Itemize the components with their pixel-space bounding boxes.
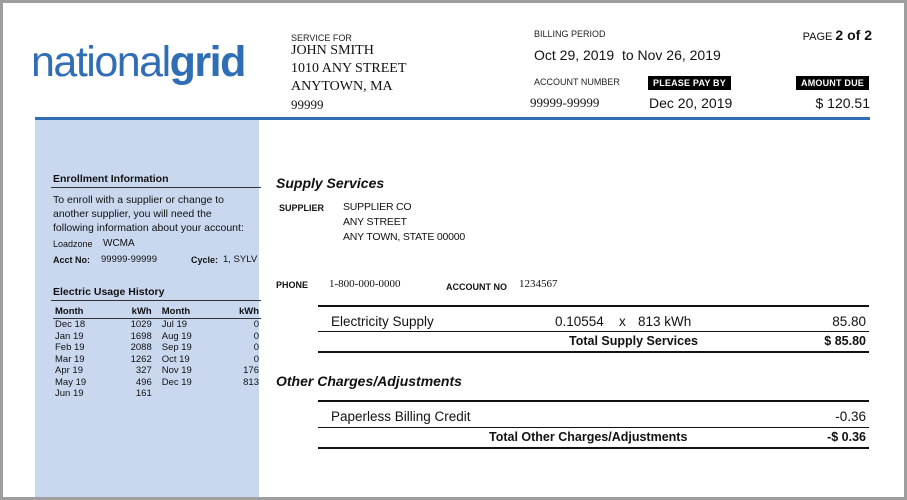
other-mid-rule xyxy=(318,427,869,428)
col-kwh-right: kWh xyxy=(221,305,261,319)
supply-mid-rule xyxy=(318,331,869,332)
kwh-cell: 813 xyxy=(243,376,259,388)
page-value: 2 of 2 xyxy=(835,27,872,43)
electricity-supply-rate: 0.10554 xyxy=(555,314,604,329)
service-for-label: SERVICE FOR xyxy=(291,33,352,43)
month-cell: May 19 xyxy=(55,376,87,388)
loadzone-label: Loadzone xyxy=(53,239,93,249)
kwh-cell: 0 xyxy=(253,342,259,353)
kwh-cell: 161 xyxy=(135,388,152,399)
total-other-label: Total Other Charges/Adjustments xyxy=(489,430,688,444)
supply-bottom-rule xyxy=(318,351,869,353)
kwh-cell: 2088 xyxy=(130,342,152,353)
customer-zip: 99999 xyxy=(291,97,324,112)
electricity-supply-label: Electricity Supply xyxy=(331,314,434,329)
account-number-value: 99999-99999 xyxy=(530,95,600,110)
pay-by-label: PLEASE PAY BY xyxy=(648,76,731,90)
electricity-supply-usage: 813 kWh xyxy=(638,314,692,329)
page-label: PAGE xyxy=(802,31,833,43)
month-cell xyxy=(154,388,221,400)
kwh-cell: 0 xyxy=(253,319,259,330)
page-indicator xyxy=(803,27,872,43)
supplier-street: ANY STREET xyxy=(343,216,407,228)
total-other-value: -$ 0.36 xyxy=(827,430,866,444)
total-supply-value: $ 85.80 xyxy=(824,334,866,348)
total-supply-label: Total Supply Services xyxy=(569,334,698,348)
usage-rule xyxy=(51,300,261,301)
amount-due-value: $ 120.51 xyxy=(815,95,870,111)
table-row xyxy=(53,365,261,377)
usage-header-row xyxy=(53,305,261,319)
electricity-supply-multiply: x xyxy=(619,314,626,329)
customer-city: ANYTOWN, MA xyxy=(291,79,393,94)
supplier-name: SUPPLIER CO xyxy=(343,201,412,213)
kwh-cell: 0 xyxy=(253,330,259,342)
supply-top-rule xyxy=(318,305,869,307)
enrollment-rule xyxy=(51,187,261,188)
month-cell: Mar 19 xyxy=(55,353,85,365)
national-grid-logo xyxy=(31,38,245,86)
acct-no-value: 99999-99999 xyxy=(101,254,157,265)
paperless-credit-label: Paperless Billing Credit xyxy=(331,409,471,424)
enrollment-text-3: following information about your account: xyxy=(53,222,244,234)
enrollment-heading: Enrollment Information xyxy=(53,173,169,185)
month-cell: Nov 19 xyxy=(161,365,192,376)
enrollment-text-1: To enroll with a supplier or change to xyxy=(53,194,225,206)
month-cell: Dec 19 xyxy=(161,376,192,388)
table-row xyxy=(53,377,261,389)
col-month-right: Month xyxy=(154,305,221,319)
kwh-cell: 1262 xyxy=(130,353,152,365)
month-cell: Jul 19 xyxy=(161,319,188,330)
billing-period-value: Oct 29, 2019 to Nov 26, 2019 xyxy=(534,47,721,63)
col-kwh-left: kWh xyxy=(112,305,154,319)
kwh-cell: 1698 xyxy=(130,330,152,342)
cycle-value: 1, SYLV xyxy=(223,254,258,265)
enrollment-sidebar xyxy=(35,120,259,500)
electricity-supply-amount: 85.80 xyxy=(832,314,866,329)
table-row xyxy=(53,319,261,331)
kwh-cell: 496 xyxy=(135,376,152,388)
supplier-city: ANY TOWN, STATE 00000 xyxy=(343,231,466,243)
pay-by-value: Dec 20, 2019 xyxy=(649,95,733,111)
month-cell: Jun 19 xyxy=(55,388,84,399)
month-cell: Feb 19 xyxy=(55,342,85,353)
supplier-label: SUPPLIER xyxy=(279,203,325,213)
account-number-label: ACCOUNT NUMBER xyxy=(534,77,620,87)
month-cell: Jan 19 xyxy=(55,330,84,342)
kwh-cell: 176 xyxy=(243,365,259,376)
month-cell: Apr 19 xyxy=(55,365,83,376)
table-row xyxy=(53,354,261,366)
month-cell: Oct 19 xyxy=(161,353,190,365)
table-row xyxy=(53,388,261,400)
customer-name: JOHN SMITH xyxy=(291,43,374,58)
loadzone-value: WCMA xyxy=(103,238,135,249)
usage-heading: Electric Usage History xyxy=(53,286,165,298)
phone-value: 1-800-000-0000 xyxy=(329,278,401,290)
cycle-label: Cycle: xyxy=(191,255,219,265)
other-top-rule xyxy=(318,400,869,402)
kwh-cell: 0 xyxy=(253,353,259,365)
billing-period-label: BILLING PERIOD xyxy=(534,29,606,39)
month-cell: Sep 19 xyxy=(161,342,192,353)
supplier-account-label: ACCOUNT NO xyxy=(446,282,507,292)
month-cell: Dec 18 xyxy=(55,319,86,330)
logo-bold-text: grid xyxy=(169,38,245,86)
table-row xyxy=(53,342,261,354)
other-bottom-rule xyxy=(318,447,869,449)
kwh-cell: 327 xyxy=(135,365,152,376)
supply-services-title: Supply Services xyxy=(276,175,385,191)
phone-label: PHONE xyxy=(276,280,309,290)
logo-light-text: national xyxy=(31,38,170,86)
enrollment-text-2: another supplier, you will need the xyxy=(53,208,212,220)
col-month-left: Month xyxy=(53,305,112,319)
supplier-account-value: 1234567 xyxy=(519,278,558,290)
kwh-cell xyxy=(221,388,261,400)
paperless-credit-amount: -0.36 xyxy=(835,409,866,424)
month-cell: Aug 19 xyxy=(161,330,192,342)
other-charges-title: Other Charges/Adjustments xyxy=(276,373,462,389)
usage-history-table xyxy=(53,305,261,400)
table-row xyxy=(53,331,261,343)
acct-no-label: Acct No: xyxy=(53,255,91,265)
kwh-cell: 1029 xyxy=(130,319,152,330)
amount-due-label: AMOUNT DUE xyxy=(796,76,869,90)
customer-street: 1010 ANY STREET xyxy=(291,61,407,76)
